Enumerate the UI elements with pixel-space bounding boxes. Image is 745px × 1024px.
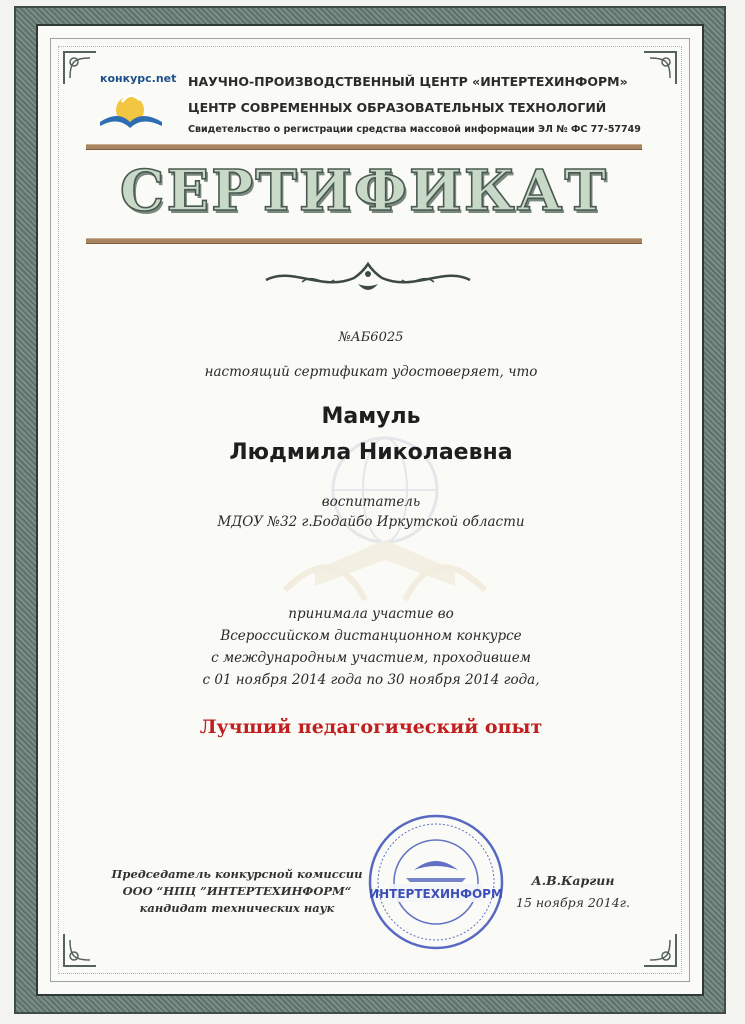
registration-line: Свидетельство о регистрации средства массовой информации ЭЛ № ФС 77-57749 (188, 124, 641, 135)
nomination-title: Лучший педагогический опыт (199, 716, 543, 738)
flourish-ornament-icon (262, 258, 474, 298)
signature-date: 15 ноября 2014г. (516, 895, 630, 910)
signer-name: А.В.Каргин (531, 873, 615, 888)
chairman-line: кандидат технических наук (139, 901, 335, 915)
recipient-position: воспитатель (321, 494, 421, 510)
participation-line: с 01 ноября 2014 года по 30 ноября 2014 года, (202, 672, 540, 688)
corner-ornament-icon (60, 930, 100, 970)
certifies-text: настоящий сертификат удостоверяет, что (204, 364, 538, 380)
recipient-name: Людмила Николаевна (229, 440, 513, 465)
seal-center-text: ИНТЕРТЕХИНФОРМ (369, 887, 503, 901)
recipient-organization: МДОУ №32 г.Бодайбо Иркутской области (217, 514, 525, 530)
participation-line: с международным участием, проходившем (211, 650, 531, 666)
divider-bottom (86, 238, 642, 244)
chairman-block (92, 866, 382, 917)
header-line-2: ЦЕНТР СОВРЕМЕННЫХ ОБРАЗОВАТЕЛЬНЫХ ТЕХНОЛОГИЙ (188, 100, 607, 115)
recipient-surname: Мамуль (321, 404, 421, 429)
certificate-number: №АБ6025 (338, 330, 404, 345)
official-seal-icon (366, 812, 506, 952)
header-line-1: НАУЧНО-ПРОИЗВОДСТВЕННЫЙ ЦЕНТР «ИНТЕРТЕХИНФОРМ» (188, 74, 628, 89)
chairman-line: Председатель конкурсной комиссии (111, 867, 363, 881)
corner-ornament-icon (640, 930, 680, 970)
logo-text: конкурс.net (100, 72, 177, 85)
signer-block (508, 870, 638, 914)
participation-line: Всероссийском дистанционном конкурсе (220, 628, 522, 644)
chairman-line: ООО “НПЦ ”ИНТЕРТЕХИНФОРМ“ (122, 884, 352, 898)
divider-top (86, 144, 642, 150)
corner-ornament-icon (640, 48, 680, 88)
participation-line: принимала участие во (288, 606, 454, 622)
certificate-title: СЕРТИФИКАТ (119, 158, 609, 224)
